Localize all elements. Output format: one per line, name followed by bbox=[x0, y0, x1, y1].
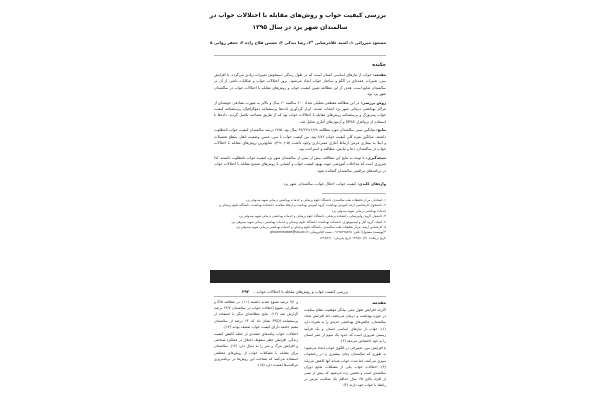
abstract-section-text: با توجه به نتایج این مطالعه، بیش از نیمی از سالمندان شهر یزد کیفیت خواب نامطلوب داشتند. لذا ضروری است که مداخلات آموزشی جهت بهبود کیفیت خواب و آشنایی با روش‌های صحیح مقابله با اختلالات خواب در برنامه‌های مراقبتی سالمندان گنجانده شود. bbox=[214, 156, 386, 173]
abstract-heading: چکیده bbox=[372, 63, 386, 68]
corresponding-author: *(نویسنده مسئول)؛ تلفن: ۰۹۱۳۵۲۹۵۸۲۵، پست الکترونیکی: gholamrezaee@ssu.ac.ir bbox=[270, 230, 386, 235]
running-header bbox=[242, 289, 348, 295]
right-column bbox=[304, 300, 386, 400]
header-divider bbox=[214, 55, 386, 56]
footnote-divider bbox=[322, 193, 386, 194]
abstract-section-label: روش بررسی: bbox=[360, 100, 386, 105]
page-number: ۳۹۲ bbox=[242, 289, 250, 294]
author-list: مسعود میرزائی ۱، اسیه غلامرضایی *۲، رضا بیدکی ۳، حسین فلاح زاده ۴، جعفر روانی ۵ bbox=[209, 40, 386, 45]
body-paragraph: با افزایش سن، تغییراتی در الگوی خواب ایجاد می‌شود؛ به طوری که سالمندان زمان بیشتری را در رختخواب سپری می‌کنند، اما مدت خواب شبانه آنها کاهش می‌یابد (۳). اختلالات خواب یکی از مشکلات شایع دوران سالمندی است و تخمین زده می‌شود که بیش از نیمی از افراد بالای ۶۵ سال حداقل یک شکایت مزمن در رابطه با خواب خود دارند (۴). bbox=[304, 346, 386, 388]
paper-title-line-1: بررسی کیفیت خواب و روش‌های مقابله با اختلالات خواب در bbox=[209, 12, 386, 19]
footnote: ۴- استاد، گروه آمار و اپیدمیولوژی، دانشکده بهداشت، دانشگاه علوم پزشکی و خدمات بهداشتی درمانی شهید صدوقی یزد bbox=[231, 219, 386, 224]
footnote: ۵- کارشناس ارشد، مرکز تحقیقات طب سالمندی، دانشگاه علوم پزشکی و خدمات بهداشتی درمانی شهید صدوقی یزد bbox=[236, 225, 386, 230]
abstract-paragraph-methods bbox=[214, 100, 386, 125]
running-header-title: بررسی کیفیت خواب و روش‌های مقابله با اختلالات خواب... bbox=[253, 289, 349, 294]
pdf-page-2 bbox=[212, 284, 388, 400]
footnote: ۳- دانشیار، گروه روانپزشکی، دانشکده پزشکی، دانشگاه علوم پزشکی و خدمات بهداشتی درمانی شهید صدوقی یزد bbox=[238, 214, 386, 219]
body-paragraph: اگرچه افزایش طول عمر، بیانگر موفقیت نظام سلامت در حوزه بهداشت و درمان می‌باشد، اما افزایش تعداد سالمندان، چالش‌های بهداشتی جدیدی را به همراه دارد (۱). خواب از نیازهای اساسی انسان و یک فرآیند زیستی ضروری است که حدود یک سوم از عمر انسان را به خود اختصاص می‌دهد (۲). bbox=[304, 308, 386, 344]
received-accepted-dates: تاریخ دریافت: ۱۳۹۵/۱۰/۲۱ تاریخ پذیرش: ۱۳۹۶/۲/۱۰ bbox=[319, 235, 386, 240]
affiliation-footnotes bbox=[214, 198, 386, 258]
keywords-text: کیفیت خواب، اختلال خواب، سالمندان، شهر یزد bbox=[283, 182, 357, 186]
section-heading: مقدمه bbox=[372, 301, 386, 306]
pdf-page-1 bbox=[209, 0, 388, 268]
abstract-section-text: میانگین سنی سالمندان مورد مطالعه ۶/۶۸±۶۹/۲۳ سال بود. ۶۷/۵ درصد سالمندان کیفیت خواب نامطلوب داشتند. میانگین نمره کلی کیفیت خواب ۶/۸۲ بود. بین کیفیت خواب با سن، جنس، وضعیت تاهل، سطح تحصیلات و ابتلا به بیماری مزمن ارتباط آماری معنی‌داری وجود داشت (۰/۰۵>P). شایع‌ترین روش‌های مقابله با اختلالات خواب در سالمندان، دعا و نیایش، مطالعه و استراحت بود. bbox=[214, 128, 387, 152]
abstract-section-text: در این مطالعه مقطعی-تحلیلی تعداد ۲۰۰ سالمند ۶۰ سال و بالاتر به صورت تصادفی خوشه‌ای از مراکز بهداشتی درمانی شهر یزد انتخاب شدند. ابزار گردآوری داده‌ها پرسشنامه دموگرافیک، پرسشنامه کیفیت خواب پیتزبورگ و پرسشنامه روش‌های مقابله با اختلالات خواب بود که از طریق مصاحبه تکمیل گردید. داده‌ها با استفاده از نرم‌افزار SPSS و آزمون‌های آماری تحلیل شد. bbox=[214, 100, 386, 124]
page-gap bbox=[210, 270, 390, 283]
abstract-section-label: مقدمه: bbox=[372, 73, 386, 77]
abstract-section-text: خواب از نیازهای اساسی انسان است که در طول زندگی دستخوش تغییرات زیادی می‌گردد. با افزایش سن، تغییرات عمده‌ای در الگو و ساختار خواب ایجاد می‌شود. بروز اختلالات خواب و شکایات ناشی از آن در سالمندان شایع است. هدف از این مطالعه تعیین کیفیت خواب و روش‌های مقابله با اختلالات خواب در سالمندان شهر یزد بود. bbox=[214, 73, 386, 96]
body-paragraph: اختلالات خواب پیامدهای متعددی از جمله کاهش کیفیت زندگی، افزایش خطر سقوط، اختلال در عملکرد شناختی و افزایش مرگ و میر را به دنبال دارد (۱۴). سالمندان برای مقابله با مشکلات خواب از روش‌های مختلفی استفاده می‌کنند که شناخت این روش‌ها در برنامه‌ریزی مراقبت‌ها اهمیت دارد (۱۵). bbox=[214, 332, 298, 368]
left-column bbox=[214, 299, 298, 400]
running-header-divider bbox=[214, 296, 386, 297]
body-paragraph: و ۹/۱ درصد شیوع شدید داشتند (۱۱). در مطالعه Zia و همکاران، شیوع اختلالات خواب در سالمندان ۶۳/۷ درصد گزارش شد (۱۲). نتایج مطالعه‌ای دیگر با استفاده از پرسشنامه PSQI نشان داد که ۶۴ درصد از سالمندان مقیم جامعه دارای کیفیت خواب ضعیف بودند (۱۳). bbox=[214, 300, 298, 329]
abstract-section-label: نتایج: bbox=[376, 128, 386, 133]
abstract-body bbox=[214, 72, 386, 180]
keywords-label: واژه‌های کلیدی: bbox=[357, 182, 386, 186]
keywords bbox=[214, 181, 386, 187]
paper-title bbox=[209, 10, 386, 34]
paper-title-line-2: سالمندان شهر یزد در سال ۱۳۹۵ bbox=[252, 24, 348, 31]
footnote: ۲- دانشجوی کارشناسی ارشد آموزش بهداشت، گروه آموزش بهداشت و ارتقاء سلامت، دانشکده بهداشت، دانشگاه علوم پزشکی و خدمات بهداشتی درمانی شهید صدوقی یزد bbox=[219, 203, 386, 213]
abstract-section-label: نتیجه‌گیری: bbox=[365, 156, 386, 161]
abstract-paragraph-introduction bbox=[214, 72, 386, 97]
abstract-paragraph-results bbox=[214, 127, 386, 152]
abstract-paragraph-conclusion bbox=[214, 155, 386, 174]
footnote: ۱- استادیار، مرکز تحقیقات طب سالمندی، دانشگاه علوم پزشکی و خدمات بهداشتی درمانی شهید صدوقی یزد bbox=[245, 198, 386, 202]
